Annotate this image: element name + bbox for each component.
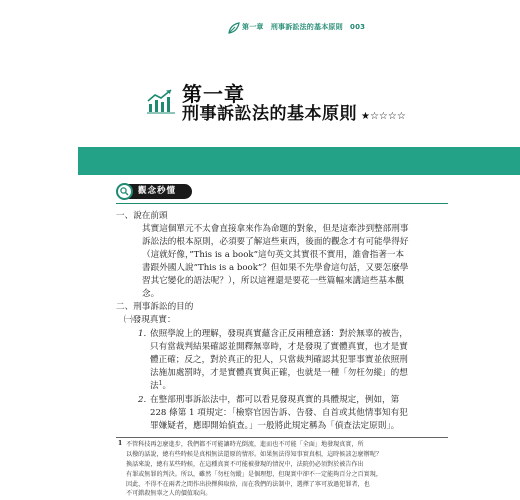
paragraph-line xyxy=(150,380,171,393)
paragraph-line: 依照學說上的理解，發現真實蘊含正反兩種意涵：對於無辜的被告， xyxy=(150,329,408,339)
paragraph-line: 習其它變化的語法呢？），所以這裡還是要花一些篇幅來講這些基本觀 xyxy=(142,276,405,286)
footnote-line: 不管科技再怎麼進步，我們都不可能讓時光倒流，進而也不可能「全面」地發現真實，所 xyxy=(126,441,364,448)
paragraph-text: 法 xyxy=(150,381,159,391)
footnote-line: 以撥的話說，總有些時候是真相無法還原的情形。如果無法得知事實真相，這時候該怎麼辦呢？ xyxy=(126,451,382,458)
item-heading: 一、說在前頭 xyxy=(116,211,168,221)
chapter-title-row xyxy=(182,99,406,124)
paragraph-line: 其實這個單元不太會直接拿來作為命題的對象，但是這牽涉到整部刑事 xyxy=(142,224,409,234)
chapter-title: 刑事訴訟法的基本原則 xyxy=(182,104,357,124)
footnote-reference[interactable]: 1 xyxy=(158,380,163,387)
leaf-icon xyxy=(228,22,240,34)
paragraph-line: （這就好像，”This is a book”這句英文其實很不實用，誰會指著一本 xyxy=(142,250,405,260)
running-header-text: 第一章 刑事訴訟法的基本原則 003 xyxy=(242,23,366,31)
chapter-banner-band xyxy=(78,147,520,175)
paragraph-line: 書跟外國人說”This is a book”？但如果不先學會這句話，又要怎麼學 xyxy=(142,263,409,273)
section-rule xyxy=(116,203,448,204)
footnote-line: 換話來說，總有某些時候，在這種真實不可能被發現的情況中，法院仍必須對於被告作出 xyxy=(126,461,364,468)
paragraph-line: 體正確；反之，對於真正的犯人，只當裁判確認其犯罪事實並依照刑 xyxy=(150,355,408,365)
footnote-line: 不可錯殺無辜之人的價值取向。 xyxy=(126,490,212,497)
footnote-rule xyxy=(116,437,448,438)
paragraph-text: 。 xyxy=(162,381,172,391)
paragraph-line: 法施加處罰時，才是實體真實與正確，也就是一種「勿枉勿縱」的想 xyxy=(150,368,408,378)
section-badge-label: 觀念秒懂 xyxy=(128,184,192,199)
paragraph-line: 在整部刑事訴訟法中，都可以看見發現真實的具體規定，例如，第 xyxy=(150,395,400,405)
point-number: 1. xyxy=(138,329,147,339)
item-heading: 二、刑事訴訟的目的 xyxy=(116,302,194,312)
magnifier-icon xyxy=(116,183,133,200)
point-number: 2. xyxy=(138,395,147,405)
paragraph-line: 訴訟法的根本原則，必須要了解這些東西，後面的觀念才有可能學得好 xyxy=(142,237,409,247)
chapter-number: 第一章 xyxy=(182,82,245,106)
paragraph-line: 罪嫌疑者，應即開始偵查。」一般將此規定稱為「偵查法定原則」。 xyxy=(150,421,400,431)
running-header xyxy=(228,22,418,36)
footnote-line: 因此，不得不在兩者之間作出抉擇與取捨，而在我們的法制中，選擇了寧可放過犯罪者，也 xyxy=(126,481,370,488)
difficulty-rating: ★☆☆☆☆ xyxy=(361,111,406,122)
paragraph-line: 只有當裁判結果確認並開釋無辜時，才是發現了實體真實，也才是實 xyxy=(150,342,408,352)
rising-chart-icon xyxy=(147,88,179,114)
subitem-heading: ㈠發現真實： xyxy=(124,315,176,325)
paragraph-line: 念。 xyxy=(142,289,160,299)
footnote-mark: 1 xyxy=(118,440,123,447)
paragraph-line: 228 條第 1 項規定：「檢察官因告訴、告發、自首或其他情事知有犯 xyxy=(150,408,408,418)
footnote-line: 有罪或無罪的判決。所以，雖然「勿枉勿縱」是個理想，但現實中卻不一定能夠百分之百實現， xyxy=(126,471,382,478)
